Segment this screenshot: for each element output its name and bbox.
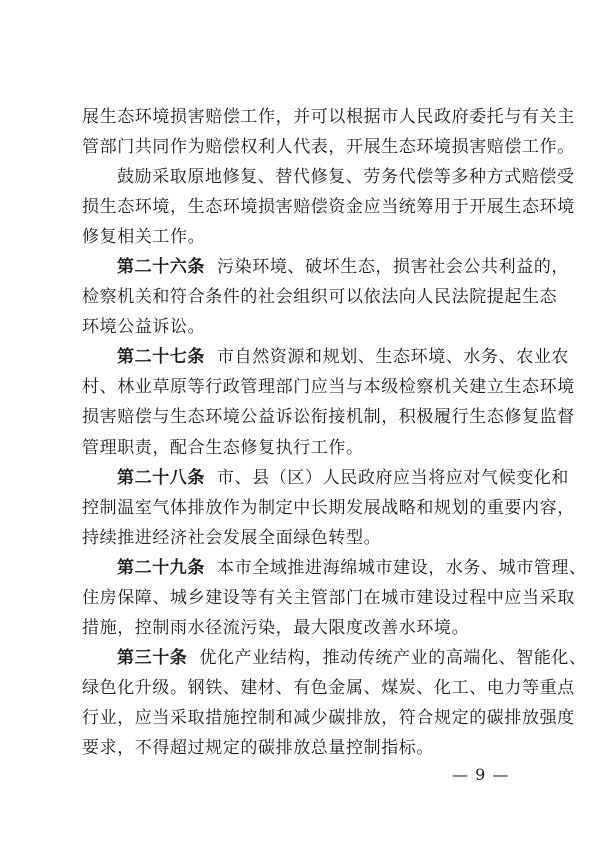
page-number: — 9 — <box>452 765 510 784</box>
text-line: 环境公益诉讼。 <box>82 317 206 337</box>
text-line: 修复相关工作。 <box>82 227 206 247</box>
text-line: 要求，不得超过规定的碳排放总量控制指标。 <box>82 738 434 758</box>
text-line: 市自然资源和规划、生态环境、水务、农业农 <box>217 347 570 367</box>
text-line: 检察机关和符合条件的社会组织可以依法向人民法院提起生态 <box>82 287 558 307</box>
text-line: 污染环境、破坏生态，损害社会公共利益的， <box>217 257 570 277</box>
article-29-first-line <box>117 558 587 578</box>
text-line: 市、县（区）人民政府应当将应对气候变化和 <box>217 468 570 488</box>
text-line: 展生态环境损害赔偿工作，并可以根据市人民政府委托与有关主 <box>82 107 575 127</box>
text-line: 鼓励采取原地修复、替代修复、劳务代偿等多种方式赔偿受 <box>117 167 575 187</box>
article-heading: 第二十九条 <box>117 558 205 578</box>
text-line: 控制温室气体排放作为制定中长期发展战略和规划的重要内容， <box>82 498 575 518</box>
article-heading: 第二十六条 <box>117 257 205 277</box>
article-heading: 第二十七条 <box>117 347 205 367</box>
article-heading: 第三十条 <box>117 648 188 668</box>
text-line: 村、林业草原等行政管理部门应当与本级检察机关建立生态环境 <box>82 377 575 397</box>
text-line: 住房保障、城乡建设等有关主管部门在城市建设过程中应当采取 <box>82 588 575 608</box>
text-line: 本市全域推进海绵城市建设，水务、城市管理、 <box>217 558 587 578</box>
text-line: 优化产业结构，推动传统产业的高端化、智能化、 <box>199 648 587 668</box>
article-26-first-line <box>117 257 569 277</box>
text-line: 损生态环境，生态环境损害赔偿资金应当统筹用于开展生态环境 <box>82 197 575 217</box>
text-line: 措施，控制雨水径流污染，最大限度改善水环境。 <box>82 618 470 638</box>
text-line: 行业，应当采取措施控制和减少碳排放，符合规定的碳排放强度 <box>82 708 575 728</box>
article-30-first-line <box>117 648 587 668</box>
text-line: 损害赔偿与生态环境公益诉讼衔接机制，积极履行生态修复监督 <box>82 407 575 427</box>
article-heading: 第二十八条 <box>117 468 205 488</box>
text-line: 持续推进经济社会发展全面绿色转型。 <box>82 528 382 548</box>
text-line: 绿色化升级。钢铁、建材、有色金属、煤炭、化工、电力等重点 <box>82 678 575 698</box>
text-line: 管理职责，配合生态修复执行工作。 <box>82 438 364 458</box>
text-line: 管部门共同作为赔偿权利人代表，开展生态环境损害赔偿工作。 <box>82 137 575 157</box>
article-27-first-line <box>117 347 569 367</box>
article-28-first-line <box>117 468 569 488</box>
